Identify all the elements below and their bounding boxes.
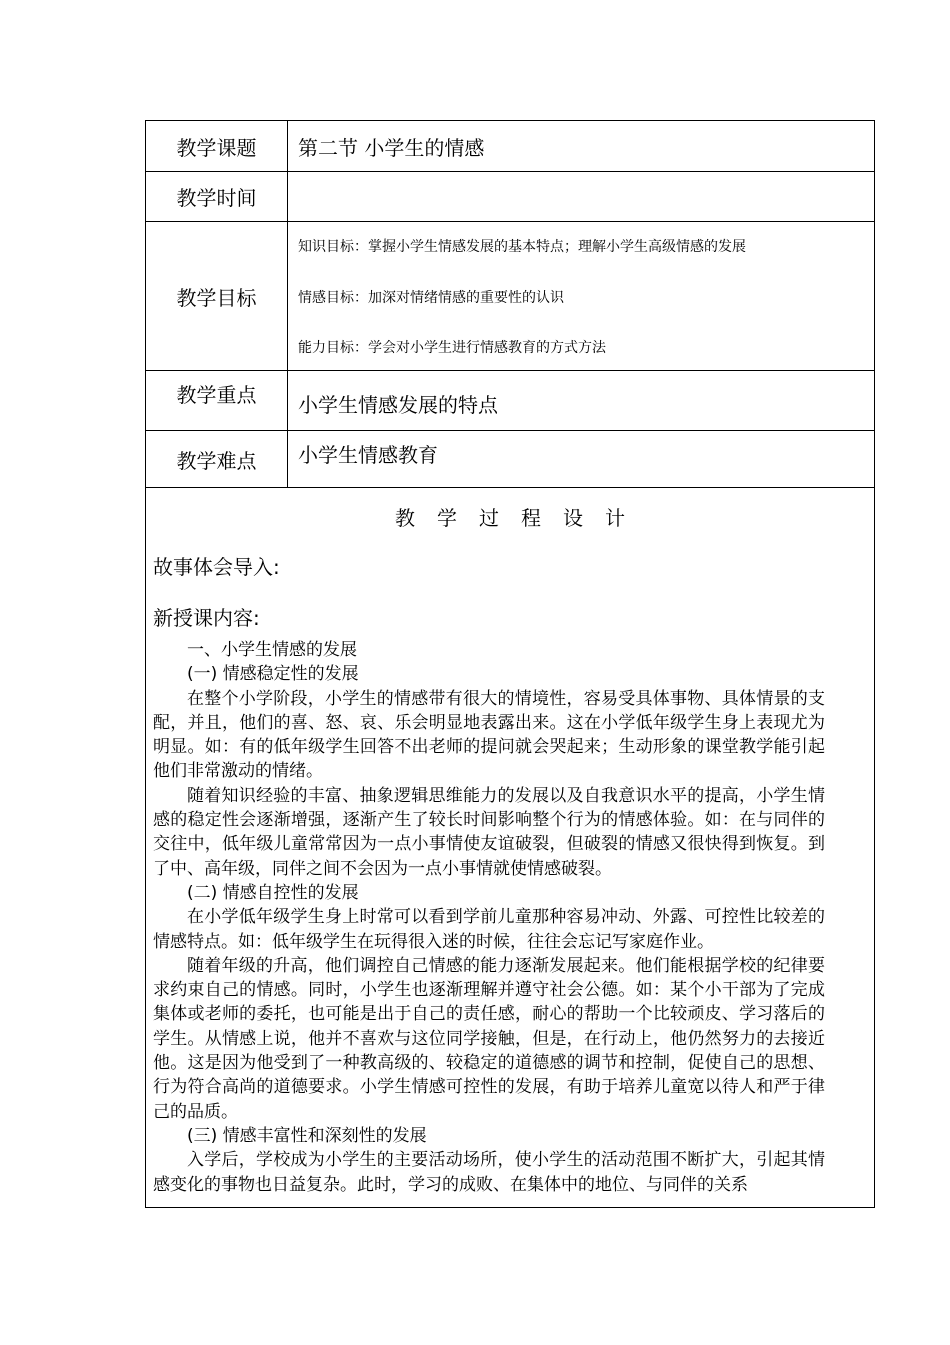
goal-knowledge: 知识目标：掌握小学生情感发展的基本特点；理解小学生高级情感的发展 — [298, 239, 746, 255]
lesson-content — [153, 638, 825, 1197]
row-key-point — [146, 371, 874, 431]
lesson-plan-table — [145, 120, 875, 1208]
subsection-heading: (一) 情感稳定性的发展 — [187, 664, 359, 685]
goal-ability: 能力目标：学会对小学生进行情感教育的方式方法 — [298, 340, 606, 356]
row-goals — [146, 222, 874, 371]
body-paragraph: 在整个小学阶段，小学生的情感带有很大的情境性，容易受具体事物、具体情景的支配，并且，他们的喜、怒、哀、乐会明显地表露出来。这在小学低年级学生身上表现尤为明显。如：有的低年级学生回答不出老师的提问就会哭起来；生动形象的课堂教学能引起他们非常激动的情绪。 — [153, 688, 825, 782]
label-difficulty: 教学难点 — [146, 431, 288, 487]
goal-emotion: 情感目标：加深对情绪情感的重要性的认识 — [298, 290, 564, 306]
subsection-heading: (三) 情感丰富性和深刻性的发展 — [187, 1125, 427, 1146]
body-paragraph: 在小学低年级学生身上时常可以看到学前儿童那种容易冲动、外露、可控性比较差的情感特点。如：低年级学生在玩得很入迷的时候，往往会忘记写家庭作业。 — [153, 907, 825, 952]
intro-heading: 故事体会导入: — [153, 555, 280, 579]
label-goals: 教学目标 — [146, 222, 288, 370]
new-lesson-heading: 新授课内容: — [153, 606, 260, 630]
row-topic — [146, 121, 874, 172]
value-topic: 第二节 小学生的情感 — [298, 136, 485, 160]
value-difficulty: 小学生情感教育 — [298, 443, 438, 467]
label-time: 教学时间 — [146, 172, 288, 221]
subsection-heading: (二) 情感自控性的发展 — [187, 882, 359, 903]
value-key-point: 小学生情感发展的特点 — [298, 393, 498, 417]
process-section — [146, 488, 874, 1209]
process-title: 教学过程设计 — [395, 506, 647, 530]
label-key-point: 教学重点 — [146, 371, 288, 430]
body-paragraph: 随着知识经验的丰富、抽象逻辑思维能力的发展以及自我意识水平的提高，小学生情感的稳定性会逐渐增强，逐渐产生了较长时间影响整个行为的情感体验。如：在与同伴的交往中，低年级儿童常常因为一点小事情使友谊破裂，但破裂的情感又很快得到恢复。到了中、高年级，同伴之间不会因为一点小事情就使情感破裂。 — [153, 785, 825, 879]
row-difficulty — [146, 431, 874, 488]
body-paragraph: 入学后，学校成为小学生的主要活动场所，使小学生的活动范围不断扩大，引起其情感变化的事物也日益复杂。此时，学习的成败、在集体中的地位、与同伴的关系 — [153, 1150, 825, 1195]
body-paragraph: 随着年级的升高，他们调控自己情感的能力逐渐发展起来。他们能根据学校的纪律要求约束自己的情感。同时，小学生也逐渐理解并遵守社会公德。如：某个小干部为了完成集体或老师的委托，也可能是出于自己的责任感，耐心的帮助一个比较顽皮、学习落后的学生。从情感上说，他并不喜欢与这位同学接触，但是，在行动上，他仍然努力的去接近他。这是因为他受到了一种教高级的、较稳定的道德感的调节和控制，促使自己的思想、行为符合高尚的道德要求。小学生情感可控性的发展，有助于培养儿童宽以待人和严于律己的品质。 — [153, 955, 825, 1122]
row-time — [146, 172, 874, 222]
section-heading: 一、小学生情感的发展 — [187, 640, 357, 660]
label-topic: 教学课题 — [146, 121, 288, 171]
